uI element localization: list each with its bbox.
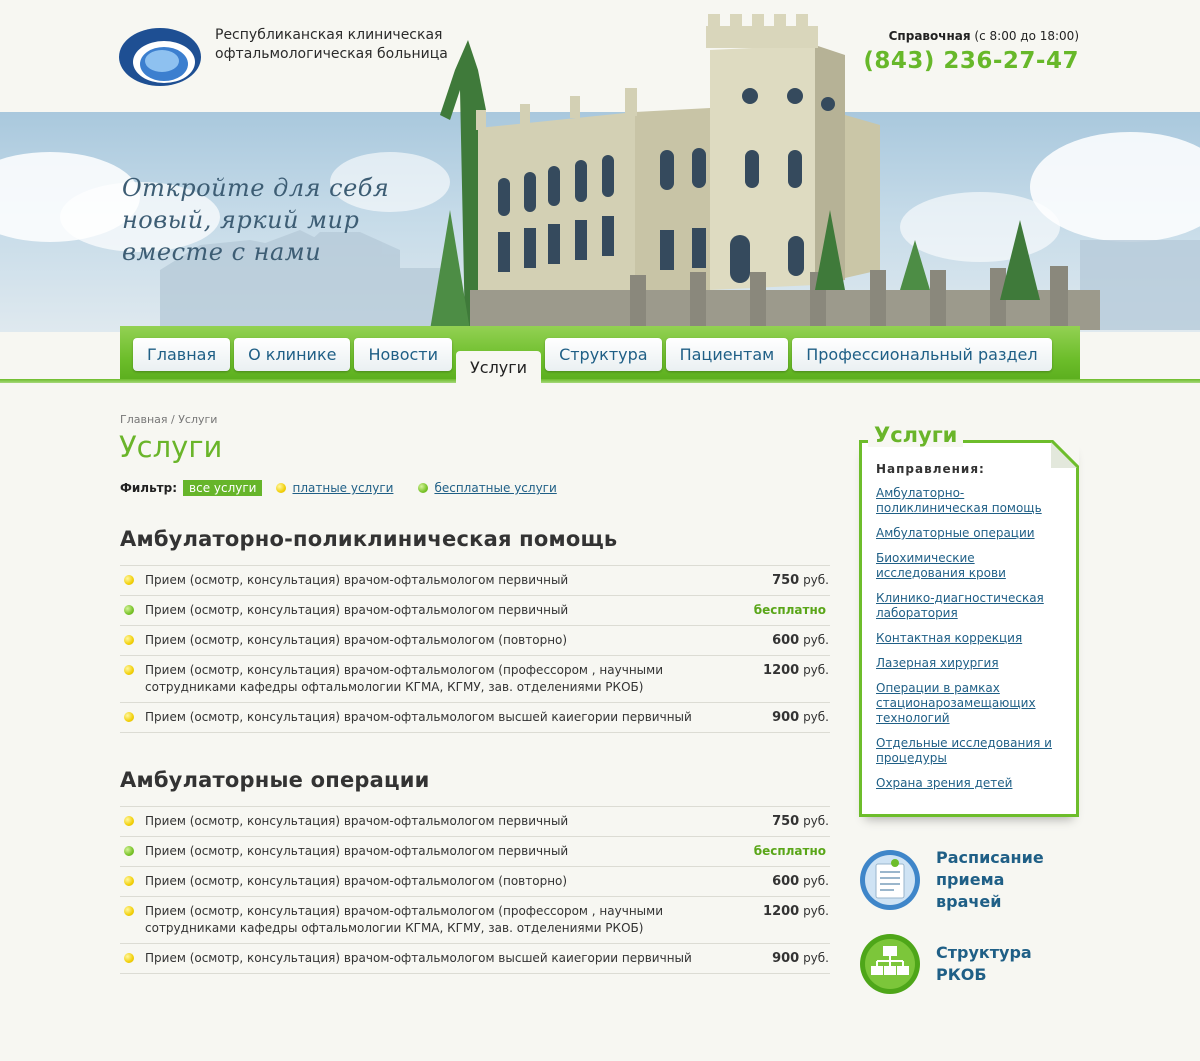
list-item	[876, 631, 1066, 646]
nav-tab-about[interactable]: О клинике	[234, 338, 350, 371]
services-table	[120, 806, 830, 974]
header	[0, 0, 1200, 384]
service-name: Прием (осмотр, консультация) врачом-офтальмологом (профессором , научными сотрудниками кафедры офтальмологии КГМА, КГМУ, зав. отделениями РКОБ)	[145, 663, 663, 694]
structure-icon	[859, 933, 921, 995]
filter-all-button[interactable]: все услуги	[183, 480, 262, 496]
sidebar-item-procedures[interactable]: Отдельные исследования и процедуры	[876, 736, 1052, 765]
services-section	[120, 768, 830, 974]
page-title: Услуги	[119, 430, 223, 464]
service-price	[772, 632, 829, 649]
section-title: Амбулаторно-поликлиническая помощь	[120, 527, 618, 551]
nav-tab-patients[interactable]: Пациентам	[666, 338, 789, 371]
price-value: 1200	[763, 663, 800, 678]
list-item	[876, 776, 1066, 791]
service-price-free: бесплатно	[753, 844, 826, 858]
schedule-icon	[859, 849, 921, 911]
paid-dot-icon	[124, 635, 134, 645]
table-row	[120, 596, 830, 626]
service-name: Прием (осмотр, консультация) врачом-офтальмологом (повторно)	[145, 633, 568, 647]
phone-label-title: Справочная	[888, 29, 971, 43]
list-item	[876, 681, 1066, 726]
service-name: Прием (осмотр, консультация) врачом-офтальмологом (повторно)	[145, 874, 568, 888]
phone-hours: (с 8:00 до 18:00)	[974, 29, 1079, 43]
structure-link[interactable]	[859, 932, 1079, 996]
price-value: 900	[772, 710, 800, 725]
table-row	[120, 703, 830, 733]
free-dot-icon	[124, 605, 134, 615]
slogan: Откройте для себя новый, яркий мир вместе с нами	[122, 174, 390, 266]
service-name: Прием (осмотр, консультация) врачом-офтальмологом (профессором , научными сотрудниками кафедры офтальмологии КГМА, КГМУ, зав. отделениями РКОБ)	[145, 904, 663, 935]
nav-tab-services[interactable]: Услуги	[456, 351, 541, 384]
filter-label: Фильтр:	[120, 481, 178, 495]
price-unit: руб.	[803, 633, 829, 647]
sidebar-item-laboratory[interactable]: Клинико-диагностическая лаборатория	[876, 591, 1044, 620]
price-unit: руб.	[803, 904, 829, 918]
service-price	[772, 709, 829, 726]
list-item	[876, 551, 1066, 581]
price-value: 600	[772, 633, 800, 648]
table-row	[120, 944, 830, 974]
paid-dot-icon	[124, 816, 134, 826]
sidebar-item-laser-surgery[interactable]: Лазерная хирургия	[876, 656, 999, 670]
services-section	[120, 527, 830, 733]
paid-dot-icon	[124, 906, 134, 916]
phone-number[interactable]: (843) 236-27-47	[863, 48, 1079, 74]
price-unit: руб.	[803, 663, 829, 677]
table-row	[120, 837, 830, 867]
eye-logo-icon	[118, 26, 202, 88]
price-value: 750	[772, 814, 800, 829]
price-value: 1200	[763, 904, 800, 919]
paid-dot-icon	[124, 876, 134, 886]
paid-dot-icon	[276, 483, 286, 493]
sidebar-title: Услуги	[868, 423, 963, 447]
sidebar-item-day-hospital[interactable]: Операции в рамках стационарозамещающих технологий	[876, 681, 1036, 725]
sidebar-item-biochemistry[interactable]: Биохимические исследования крови	[876, 551, 1006, 580]
paid-dot-icon	[124, 665, 134, 675]
price-value: 600	[772, 874, 800, 889]
nav-tab-professional[interactable]: Профессиональный раздел	[792, 338, 1051, 371]
price-value: 750	[772, 573, 800, 588]
filter-bar	[120, 479, 582, 497]
price-unit: руб.	[803, 573, 829, 587]
sidebar-item-outpatient-operations[interactable]: Амбулаторные операции	[876, 526, 1035, 540]
service-price	[772, 572, 829, 589]
service-name: Прием (осмотр, консультация) врачом-офтальмологом высшей каиегории первичный	[145, 951, 692, 965]
page-fold-icon	[1051, 440, 1079, 468]
service-name: Прием (осмотр, консультация) врачом-офтальмологом первичный	[145, 844, 569, 858]
breadcrumb-separator: /	[167, 413, 179, 426]
sidebar-item-children-vision[interactable]: Охрана зрения детей	[876, 776, 1013, 790]
service-price	[772, 813, 829, 830]
table-row	[120, 897, 830, 944]
hospital-name: Республиканская клиническая офтальмологическая больница	[215, 27, 448, 62]
schedule-link[interactable]	[859, 848, 1079, 912]
service-price	[772, 873, 829, 890]
free-dot-icon	[124, 846, 134, 856]
service-price	[772, 950, 829, 967]
nav-tab-news[interactable]: Новости	[354, 338, 452, 371]
service-name: Прием (осмотр, консультация) врачом-офтальмологом первичный	[145, 573, 569, 587]
service-price	[763, 903, 829, 920]
price-unit: руб.	[803, 814, 829, 828]
list-item	[876, 736, 1066, 766]
free-dot-icon	[418, 483, 428, 493]
list-item	[876, 486, 1066, 516]
table-row	[120, 656, 830, 703]
price-unit: руб.	[803, 874, 829, 888]
nav-tab-home[interactable]: Главная	[133, 338, 230, 371]
price-unit: руб.	[803, 951, 829, 965]
breadcrumb-home[interactable]: Главная	[120, 413, 168, 426]
filter-free-option[interactable]	[418, 481, 556, 495]
paid-dot-icon	[124, 712, 134, 722]
list-item	[876, 656, 1066, 671]
service-price	[763, 662, 829, 679]
filter-free-link[interactable]: бесплатные услуги	[434, 481, 557, 495]
nav-tab-structure[interactable]: Структура	[545, 338, 662, 371]
section-title: Амбулаторные операции	[120, 768, 430, 792]
breadcrumb	[120, 413, 217, 426]
service-name: Прием (осмотр, консультация) врачом-офтальмологом высшей каиегории первичный	[145, 710, 692, 724]
paid-dot-icon	[124, 953, 134, 963]
table-row	[120, 867, 830, 897]
paid-dot-icon	[124, 575, 134, 585]
service-price-free: бесплатно	[753, 603, 826, 617]
price-unit: руб.	[803, 710, 829, 724]
table-row	[120, 807, 830, 837]
main-navigation	[133, 338, 1052, 382]
sidebar-directions-list	[876, 486, 1066, 801]
breadcrumb-current: Услуги	[178, 413, 218, 426]
phone-label	[889, 29, 1079, 43]
schedule-link-label[interactable]: Расписание приема врачей	[936, 848, 1044, 911]
list-item	[876, 526, 1066, 541]
services-table	[120, 565, 830, 733]
sidebar-item-outpatient[interactable]: Амбулаторно-поликлиническая помощь	[876, 486, 1042, 515]
structure-link-label[interactable]: Структура РКОБ	[936, 943, 1032, 984]
sidebar-subtitle: Направления:	[876, 462, 985, 476]
sidebar-item-contact-correction[interactable]: Контактная коррекция	[876, 631, 1023, 645]
table-row	[120, 566, 830, 596]
price-value: 900	[772, 951, 800, 966]
service-name: Прием (осмотр, консультация) врачом-офтальмологом первичный	[145, 814, 569, 828]
list-item	[876, 591, 1066, 621]
filter-paid-link[interactable]: платные услуги	[292, 481, 394, 495]
filter-paid-option[interactable]	[276, 481, 393, 495]
service-name: Прием (осмотр, консультация) врачом-офтальмологом первичный	[145, 603, 569, 617]
table-row	[120, 626, 830, 656]
